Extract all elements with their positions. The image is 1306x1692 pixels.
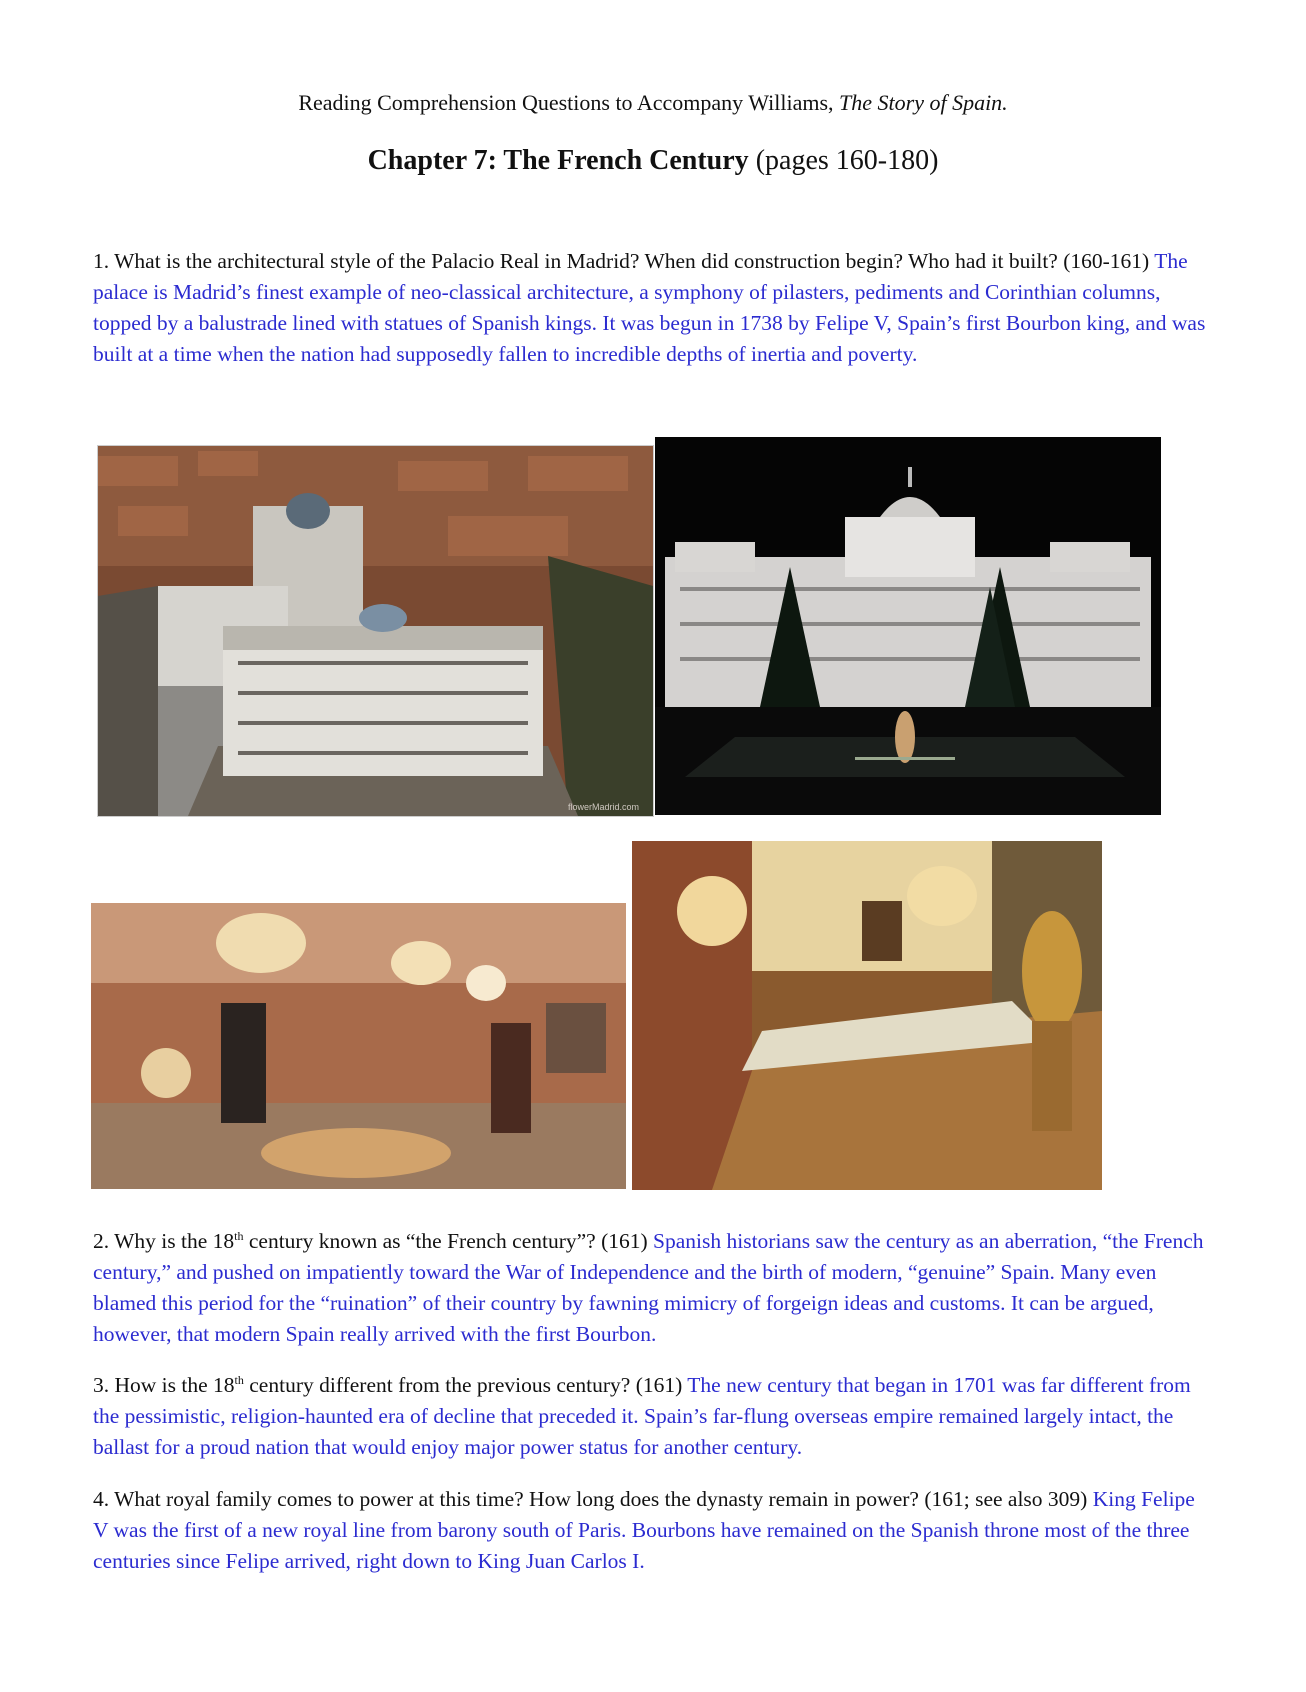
chapter-name: Chapter 7: The French Century — [367, 145, 749, 176]
book-title: The Story of Spain. — [839, 90, 1008, 115]
question-text: 2. Why is the 18 — [93, 1229, 235, 1253]
question-2 — [93, 1226, 1213, 1350]
question-4 — [93, 1484, 1213, 1577]
superscript: th — [234, 1228, 244, 1243]
superscript: th — [234, 1372, 244, 1387]
photo-watermark: flowerMadrid.com — [568, 802, 640, 812]
question-1 — [93, 246, 1213, 370]
chapter-pages: (pages 160-180) — [748, 145, 939, 176]
question-text-cont: century known as “the French century”? (161) — [243, 1229, 654, 1253]
question-text: 4. What royal family comes to power at this time? How long does the dynasty remain in power? (161; see also 309) — [93, 1487, 1093, 1511]
palace-night-photo — [655, 437, 1161, 815]
worksheet-subtitle — [0, 90, 1306, 116]
question-text-cont: century different from the previous century? (161) — [243, 1373, 688, 1397]
question-text: 3. How is the 18 — [93, 1373, 235, 1397]
question-text: 1. What is the architectural style of the Palacio Real in Madrid? When did construction begin? Who had it built? (160-161) — [93, 249, 1155, 273]
palace-aerial-photo — [97, 445, 654, 817]
palace-interior-salon-photo — [91, 903, 626, 1189]
subtitle-text: Reading Comprehension Questions to Accompany Williams, — [298, 90, 840, 115]
answer-text: King Felipe V was the first of a new royal line from barony south of Paris. Bourbons have remained on the Spanish throne most of the three centuries since Felipe arrived, right down to King Juan Carlos I. — [93, 1487, 1195, 1573]
question-3 — [93, 1370, 1213, 1463]
chapter-title — [0, 145, 1306, 177]
answer-text: The palace is Madrid’s finest example of neo-classical architecture, a symphony of pilasters, pediments and Corinthian columns, topped by a balustrade lined with statues of Spanish kings. It was begun in 1738 by Felipe V, Spain’s first Bourbon king, and was built at a time when the nation had supposedly fallen to incredible depths of inertia and poverty. — [93, 249, 1206, 366]
palace-dining-hall-photo — [632, 841, 1102, 1190]
answer-text: The new century that began in 1701 was far different from the pessimistic, religion-haunted era of decline that preceded it. Spain’s far-flung overseas empire remained largely intact, the ballast for a proud nation that would enjoy major power status for another century. — [93, 1373, 1191, 1459]
answer-text: Spanish historians saw the century as an aberration, “the French century,” and pushed on impatiently toward the War of Independence and the birth of modern, “genuine” Spain. Many even blamed this period for the “ruination” of their country by fawning mimicry of forgeign ideas and customs. It can be argued, however, that modern Spain really arrived with the first Bourbon. — [93, 1229, 1204, 1346]
